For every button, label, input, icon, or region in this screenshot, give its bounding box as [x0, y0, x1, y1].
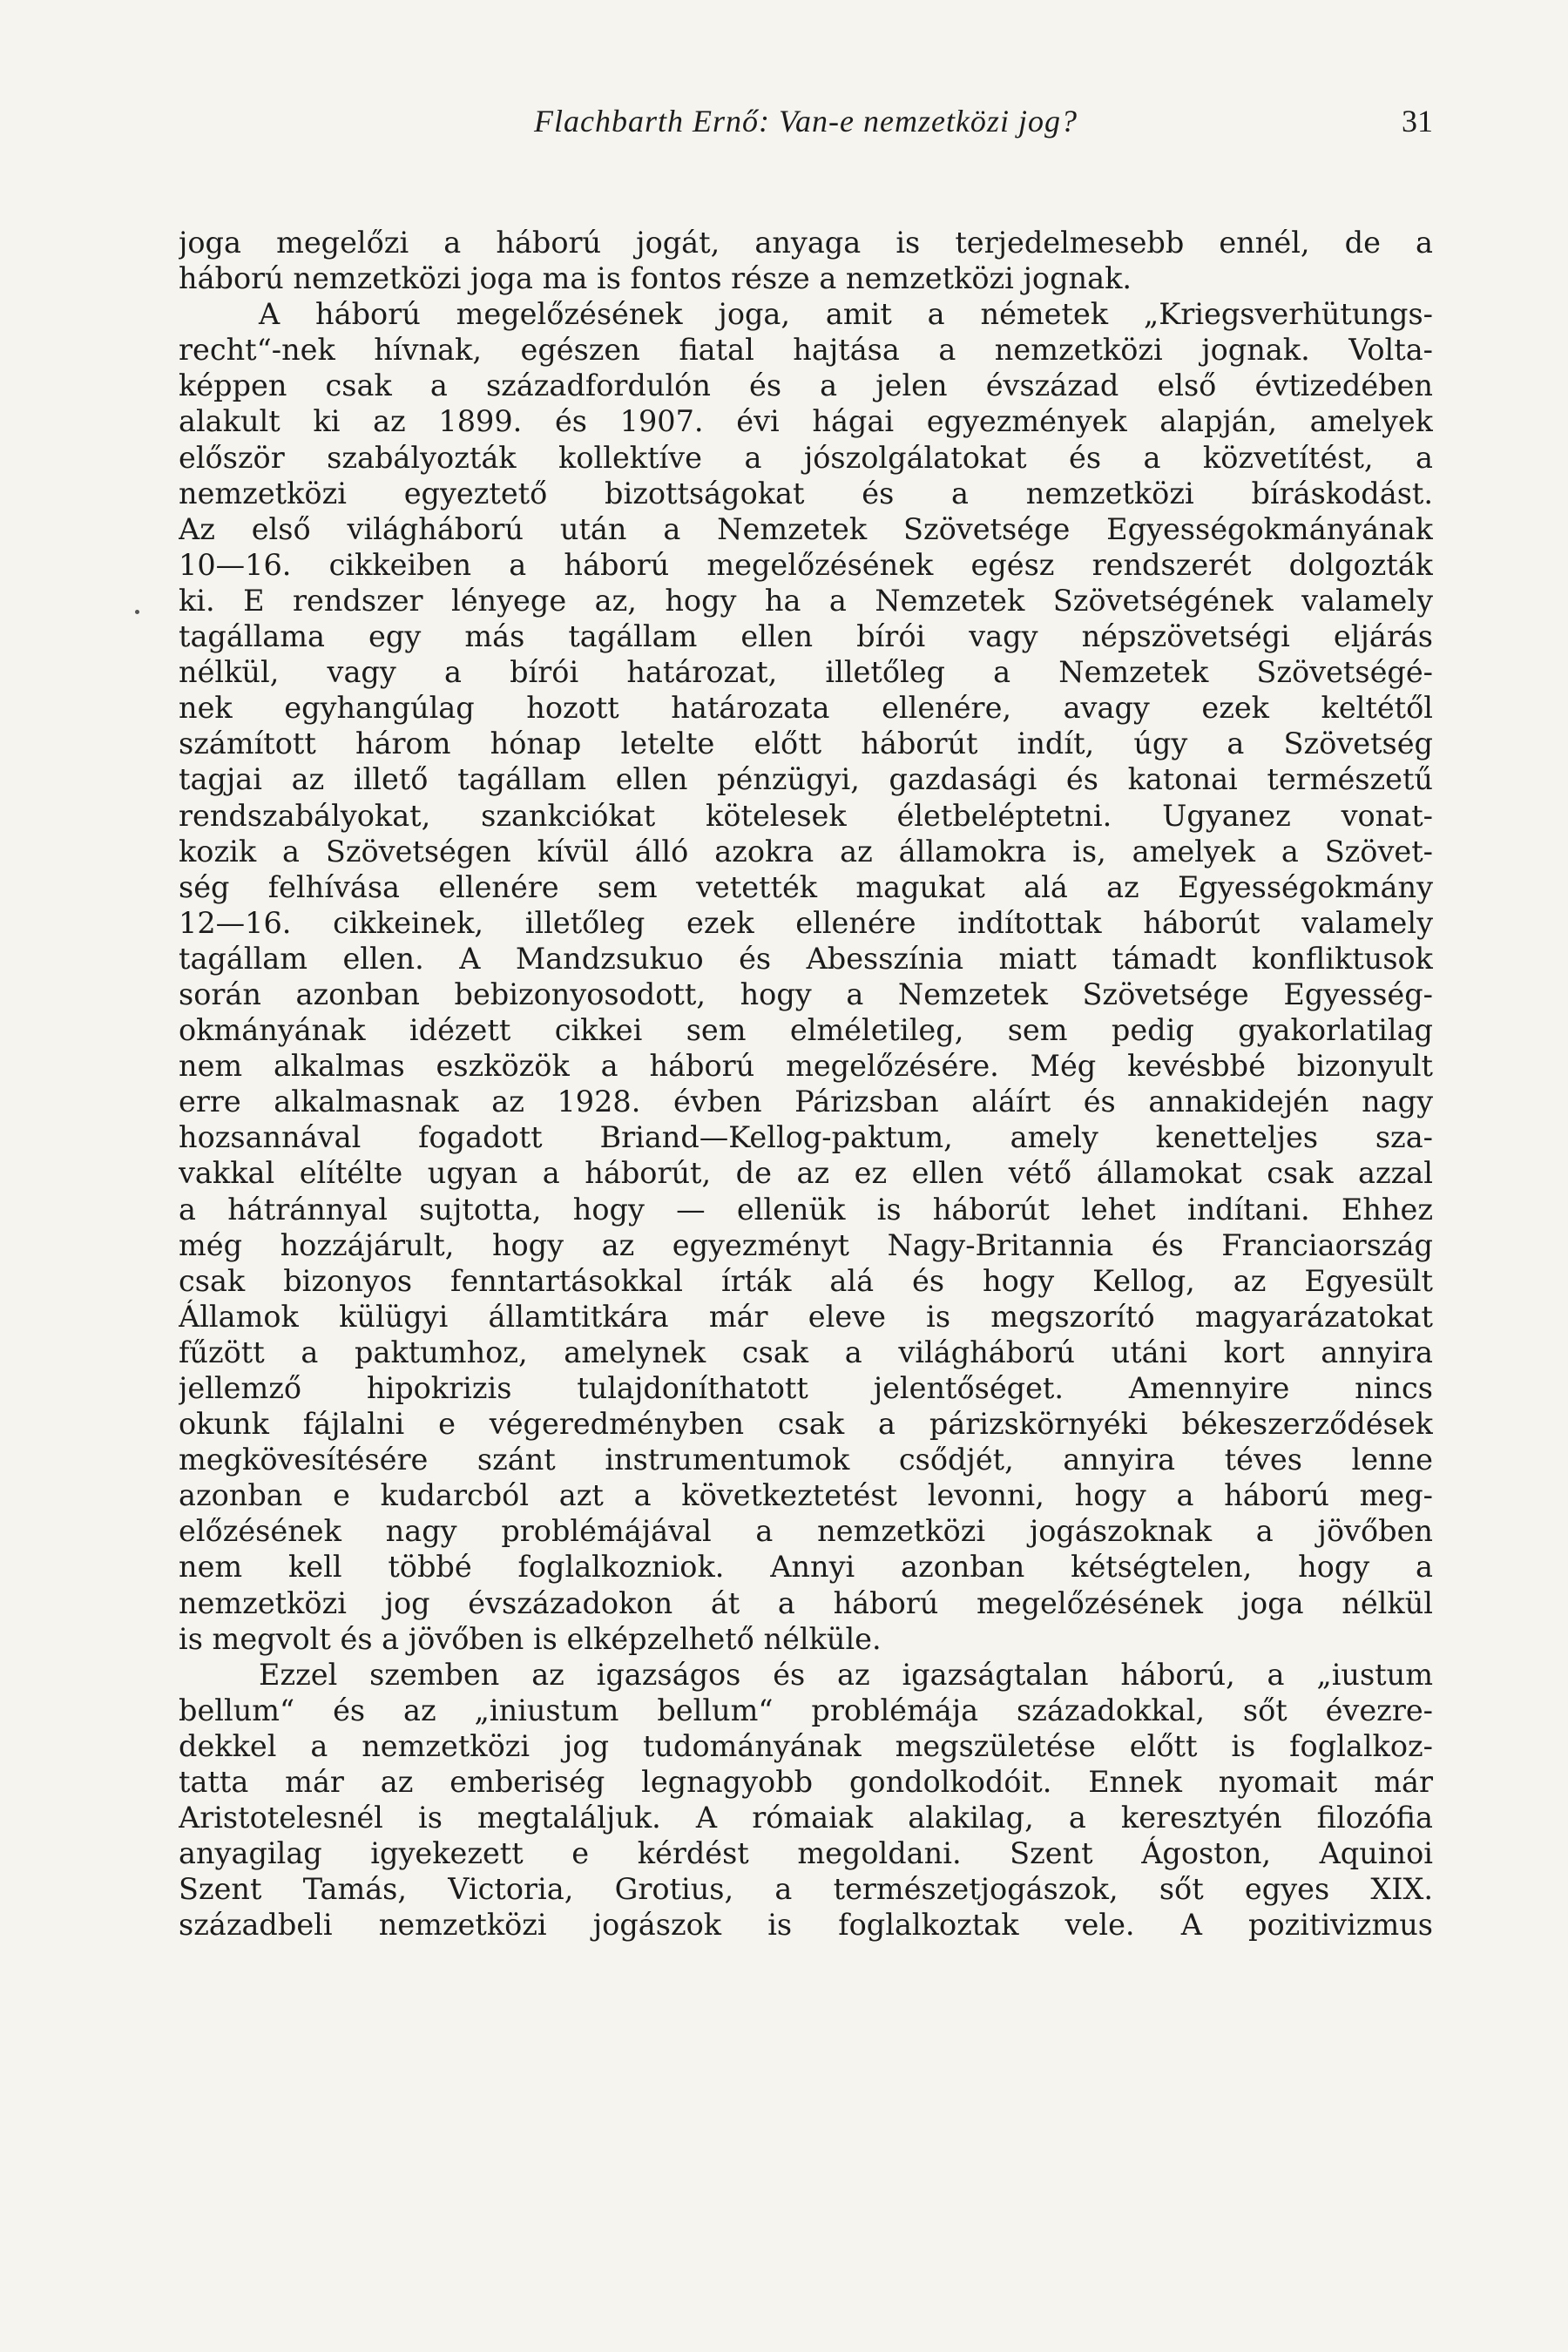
text-line: előzésének nagy problémájával a nemzetközi jogászoknak a jövőben [179, 1514, 1433, 1549]
text-line: tagállama egy más tagállam ellen bírói vagy népszövetségi eljárás [179, 619, 1433, 654]
text-line: nemzetközi jog évszázadokon át a háború megelőzésének joga nélkül [179, 1585, 1433, 1620]
text-line: kozik a Szövetségen kívül álló azokra az államokra is, amelyek a Szövet- [179, 834, 1433, 868]
text-line: rendszabályokat, szankciókat kötelesek életbeléptetni. Ugyanez vonat- [179, 798, 1433, 833]
text-line: a hátránnyal sujtotta, hogy — ellenük is háborút lehet indítani. Ehhez [179, 1192, 1433, 1227]
text-line: recht“-nek hívnak, egészen fiatal hajtása a nemzetközi jognak. Volta- [179, 333, 1433, 368]
text-line: erre alkalmasnak az 1928. évben Párizsban aláírt és annakidején nagy [179, 1085, 1433, 1119]
text-line: számított három hónap letelte előtt háborút indít, úgy a Szövetség [179, 727, 1433, 761]
text-line: joga megelőzi a háború jogát, anyaga is terjedelmesebb ennél, de a [179, 226, 1433, 260]
text-line: azonban e kudarcból azt a következtetést levonni, hogy a háború meg- [179, 1478, 1433, 1513]
text-line: okunk fájlalni e végeredményben csak a párizskörnyéki békeszerződések [179, 1407, 1433, 1442]
text-line: vakkal elítélte ugyan a háborút, de az ez ellen vétő államokat csak azzal [179, 1156, 1433, 1191]
text-line: is megvolt és a jövőben is elképzelhető nélküle. [179, 1621, 882, 1656]
text-line: A háború megelőzésének joga, amit a németek „Kriegsverhütungs- [259, 297, 1433, 332]
text-line: ség felhívása ellenére sem vetették magukat alá az Egyességokmány [179, 869, 1433, 904]
text-line: tagjai az illető tagállam ellen pénzügyi, gazdasági és katonai természetű [179, 762, 1433, 797]
text-line: anyagilag igyekezett e kérdést megoldani. Szent Ágoston, Aquinoi [179, 1836, 1433, 1871]
text-line: alakult ki az 1899. és 1907. évi hágai egyezmények alapján, amelyek [179, 404, 1433, 439]
text-line: még hozzájárult, hogy az egyezményt Nagy-Britannia és Franciaország [179, 1227, 1433, 1262]
text-line: 10—16. cikkeiben a háború megelőzésének egész rendszerét dolgozták [179, 547, 1433, 582]
text-line: Ezzel szemben az igazságos és az igazságtalan háború, a „iustum [259, 1657, 1433, 1692]
text-line: Az első világháború után a Nemzetek Szövetsége Egyességokmányának [179, 511, 1433, 546]
text-line: fűzött a paktumhoz, amelynek csak a világháború utáni kort annyira [179, 1335, 1433, 1369]
running-head [179, 103, 1433, 155]
text-line: csak bizonyos fenntartásokkal írták alá és hogy Kellog, az Egyesült [179, 1263, 1433, 1298]
text-line: dekkel a nemzetközi jog tudományának megszületése előtt is foglalkoz- [179, 1728, 1433, 1763]
text-line: során azonban bebizonyosodott, hogy a Nemzetek Szövetsége Egyesség- [179, 977, 1433, 1011]
text-line: Államok külügyi államtitkára már eleve is megszorító magyarázatokat [179, 1299, 1433, 1334]
text-line: Aristotelesnél is megtaláljuk. A rómaiak alakilag, a keresztyén filozófia [179, 1801, 1433, 1835]
text-line: századbeli nemzetközi jogászok is foglalkoztak vele. A pozitivizmus [179, 1908, 1433, 1943]
text-line: Szent Tamás, Victoria, Grotius, a természetjogászok, sőt egyes XIX. [179, 1872, 1433, 1907]
text-line: hozsannával fogadott Briand—Kellog-paktum, amely kenetteljes sza- [179, 1120, 1433, 1155]
text-line: nélkül, vagy a bírói határozat, illetőleg a Nemzetek Szövetségé- [179, 655, 1433, 690]
text-line: tagállam ellen. A Mandzsukuo és Abesszínia miatt támadt konfliktusok [179, 941, 1433, 976]
text-line: jellemző hipokrizis tulajdoníthatott jelentőséget. Amennyire nincs [179, 1371, 1433, 1405]
text-line: nek egyhangúlag hozott határozata ellenére, avagy ezek keltétől [179, 691, 1433, 726]
page-number: 31 [1402, 104, 1433, 139]
text-line: tatta már az emberiség legnagyobb gondolkodóit. Ennek nyomait már [179, 1765, 1433, 1800]
text-line: nemzetközi egyeztető bizottságokat és a nemzetközi bíráskodást. [179, 476, 1433, 510]
running-title: Flachbarth Ernő: Van-e nemzetközi jog? [534, 104, 1078, 139]
text-line: képpen csak a századfordulón és a jelen évszázad első évtizedében [179, 368, 1433, 403]
text-line: bellum“ és az „iniustum bellum“ problémája századokkal, sőt évezre- [179, 1693, 1433, 1727]
text-line: először szabályozták kollektíve a jószolgálatokat és a közvetítést, a [179, 440, 1433, 475]
text-line: háború nemzetközi joga ma is fontos része a nemzetközi jognak. [179, 261, 1132, 296]
text-line: nem alkalmas eszközök a háború megelőzésére. Még kevésbbé bizonyult [179, 1049, 1433, 1084]
text-line: ki. E rendszer lényege az, hogy ha a Nemzetek Szövetségének valamely [179, 583, 1433, 618]
text-line: megkövesítésére szánt instrumentumok csődjét, annyira téves lenne [179, 1443, 1433, 1477]
text-line: okmányának idézett cikkei sem elméletileg, sem pedig gyakorlatilag [179, 1013, 1433, 1048]
body-text [179, 225, 1433, 1943]
margin-mark [135, 610, 139, 614]
text-line: 12—16. cikkeinek, illetőleg ezek ellenére indítottak háborút valamely [179, 905, 1433, 940]
text-line: nem kell többé foglalkozniok. Annyi azonban kétségtelen, hogy a [179, 1550, 1433, 1585]
